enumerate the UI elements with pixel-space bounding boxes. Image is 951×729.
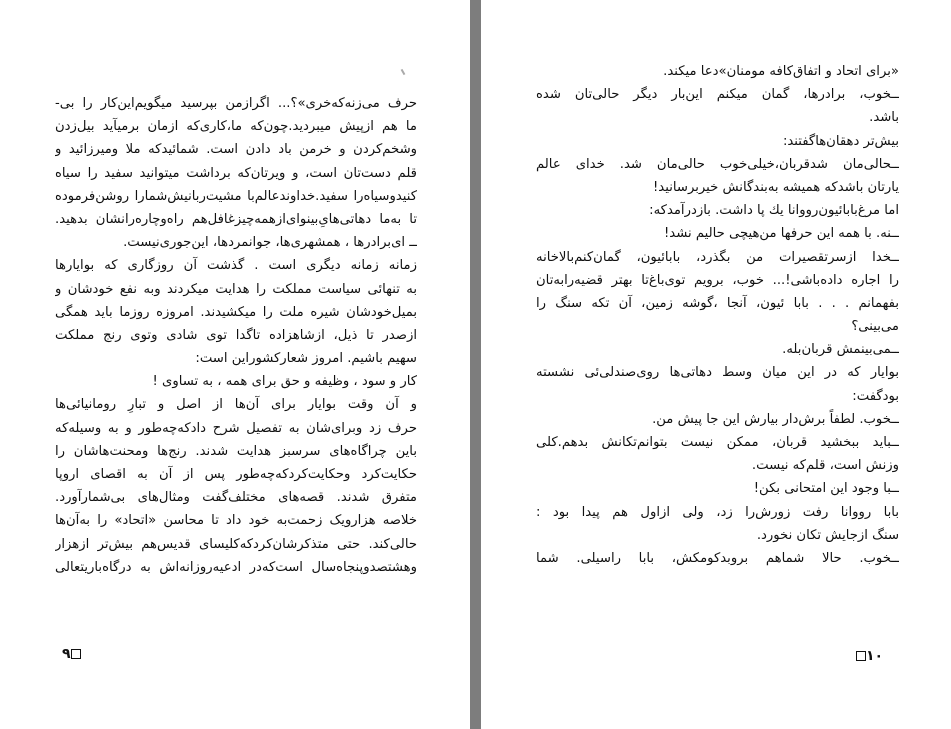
text-line: حرف زد وبرای‌شان به تفصیل شرح دادکه‌چه‌طور و به وسیله‌که <box>55 420 417 436</box>
text-line: متفرق شدند. قصه‌های مختلف‌گفت ومثال‌های بی‌شمارآورد. <box>55 490 417 506</box>
text-line: سهیم باشیم. امروز شعارکشوراین است: <box>195 351 417 367</box>
text-line: بودگفت: <box>852 388 899 404</box>
text-line: وهشتصدوپنجاه‌سال است‌که‌در ادعیه‌روزانه‌اش به درگاه‌باریتعالی <box>55 559 417 575</box>
scan-mark <box>401 69 406 75</box>
page-number-value: ۱۰ <box>866 648 884 664</box>
text-line: تا به‌ما دهاتی‌هایِ‌بینوای‌ازهمه‌چیزغافل‌هم راه‌وچاره‌رانشان بدهید. <box>55 211 417 227</box>
text-line: بوایار که در این میان وسط دهاتی‌ها روی‌صندلی‌ئی نشسته <box>536 365 899 381</box>
text-line: می‌بینی؟ <box>851 319 899 335</box>
text-line: ــخوب، برادرها، گمان میکنم این‌بار دیگر حالی‌تان شده <box>536 87 899 103</box>
text-line: وزنش است، قلم‌که نیست. <box>751 458 899 474</box>
right-page <box>481 0 951 729</box>
text-line: ــنه. با همه این حرفها من‌هیچی حالیم نشد! <box>664 226 899 242</box>
text-line: بیش‌تر دهقان‌هاگفتند: <box>782 133 899 149</box>
text-line: کنیدوسیاه‌را سفید.خداوندعالم‌با مشیت‌ربانیش‌شمارا روشن‌فرموده <box>55 188 417 204</box>
text-line: خلاصه هزارویک زحمت‌به خود داد تا محاسن «اتحاد» را به‌آن‌ها <box>55 513 417 529</box>
text-line: حرف می‌زنه‌که‌خری»؟... اگرازمن بپرسید میگویم‌این‌کار را بی- <box>55 96 417 111</box>
text-line: ــخدا ازسرتقصیرات من بگذرد، بابائیون، گمان‌کنم‌بالاخانه <box>536 249 899 265</box>
text-line: بابا رووانا رفت زورش‌را زد، ولی ازاول هم پیدا بود : <box>536 504 899 520</box>
text-line: باین چراگاه‌های سرسبز هدایت شدند. رنج‌ها ومحنت‌هاشان را <box>55 443 417 459</box>
left-page-text <box>55 92 417 579</box>
text-line: ــحالی‌مان شدقربان،خیلی‌خوب حالی‌مان شد. خدای عالم <box>536 156 899 172</box>
text-line: و آن وقت بوایار برای آن‌ها از اصل و تبارِ رومانیائی‌ها <box>55 397 417 413</box>
page-number-box-icon <box>71 649 81 659</box>
text-line: «برای اتحاد و اتفاق‌کافه مومنان»دعا میکند. <box>663 64 899 79</box>
page-number-value: ۹ <box>62 646 71 662</box>
text-line: ــمی‌بینمش قربان‌بله. <box>782 342 899 358</box>
text-line: حکایت‌کرد وحکایت‌کردکه‌چه‌طور پس از آن به اقصای اروپا <box>55 467 417 482</box>
text-line: سنگ ازجایش تکان نخورد. <box>756 527 899 543</box>
left-page <box>0 0 470 729</box>
text-line: ما هم ازپیش میبردید.چون‌که ما،کاری‌که ازمان برمیآید بیل‌زدن <box>55 119 417 135</box>
text-line: را اجاره داده‌باشی!... خوب، برویم توی‌باغ‌تا بهتر قضیه‌رابه‌تان <box>536 272 899 288</box>
text-line: بفهمانم . . . بابا ئیون، آنجا ،گوشه زمین، آن تکه سنگ را <box>536 295 899 311</box>
text-line: یارتان باشدکه همیشه به‌بندگانش خیربرسانید! <box>653 179 899 195</box>
right-page-text <box>536 60 899 570</box>
text-line: ــبا وجود این امتحانی بکن! <box>753 481 899 497</box>
text-line: حالی‌کند. حتی متذکرشان‌کردکه‌کلیسای قدیس‌هم بیش‌تر ازهزار <box>55 536 417 552</box>
text-line: ــخوب. حالا شماهم بروبدکومکش، بابا راسیلی. شما <box>536 550 899 566</box>
left-page-number <box>62 646 81 662</box>
text-line: باشد. <box>869 110 899 126</box>
page-number-box-icon <box>856 651 866 661</box>
text-line: وشخم‌کردن و خرمن باد دادن است. شمائیدکه ملا ومیرزائید و <box>55 142 417 158</box>
text-line: قلم دست‌تان است، و ویرتان‌که برداشت میتوانید سفید را سیاه <box>55 165 417 181</box>
text-line: زمانه زمانه دیگری است . گذشت آن روزگاری که بوایارها <box>55 258 417 274</box>
text-line: ــخوب. لطفاً برش‌دار بیارش این جا پیش من. <box>652 411 899 427</box>
right-page-number <box>856 648 883 664</box>
text-line: ــ ای‌برادرها ، همشهری‌ها، جوانمردها، این‌جوری‌نیست. <box>123 235 417 251</box>
text-line: ــباید ببخشید قربان، ممکن نیست بتوانم‌تکانش بدهم.کلی <box>536 435 899 450</box>
text-line: بمیل‌خودشان شیره ملت را میکشیدند. امروزه روزما باید همگی <box>55 304 417 320</box>
text-line: به تنهائی سیاست مملکت را هدایت میکردند وبه نفع خودشان و <box>55 281 417 297</box>
text-line: کار و سود ، وظیفه و حق برای همه ، به تساوی ! <box>152 374 417 390</box>
text-line: ازصدر تا ذیل، ازشاهزاده تاگدا توی شادی وتوی رنج مملکت <box>55 327 417 343</box>
text-line: اما مرغ‌بابائیون‌رووانا یك پا داشت. بازدرآمدكه: <box>649 203 899 219</box>
